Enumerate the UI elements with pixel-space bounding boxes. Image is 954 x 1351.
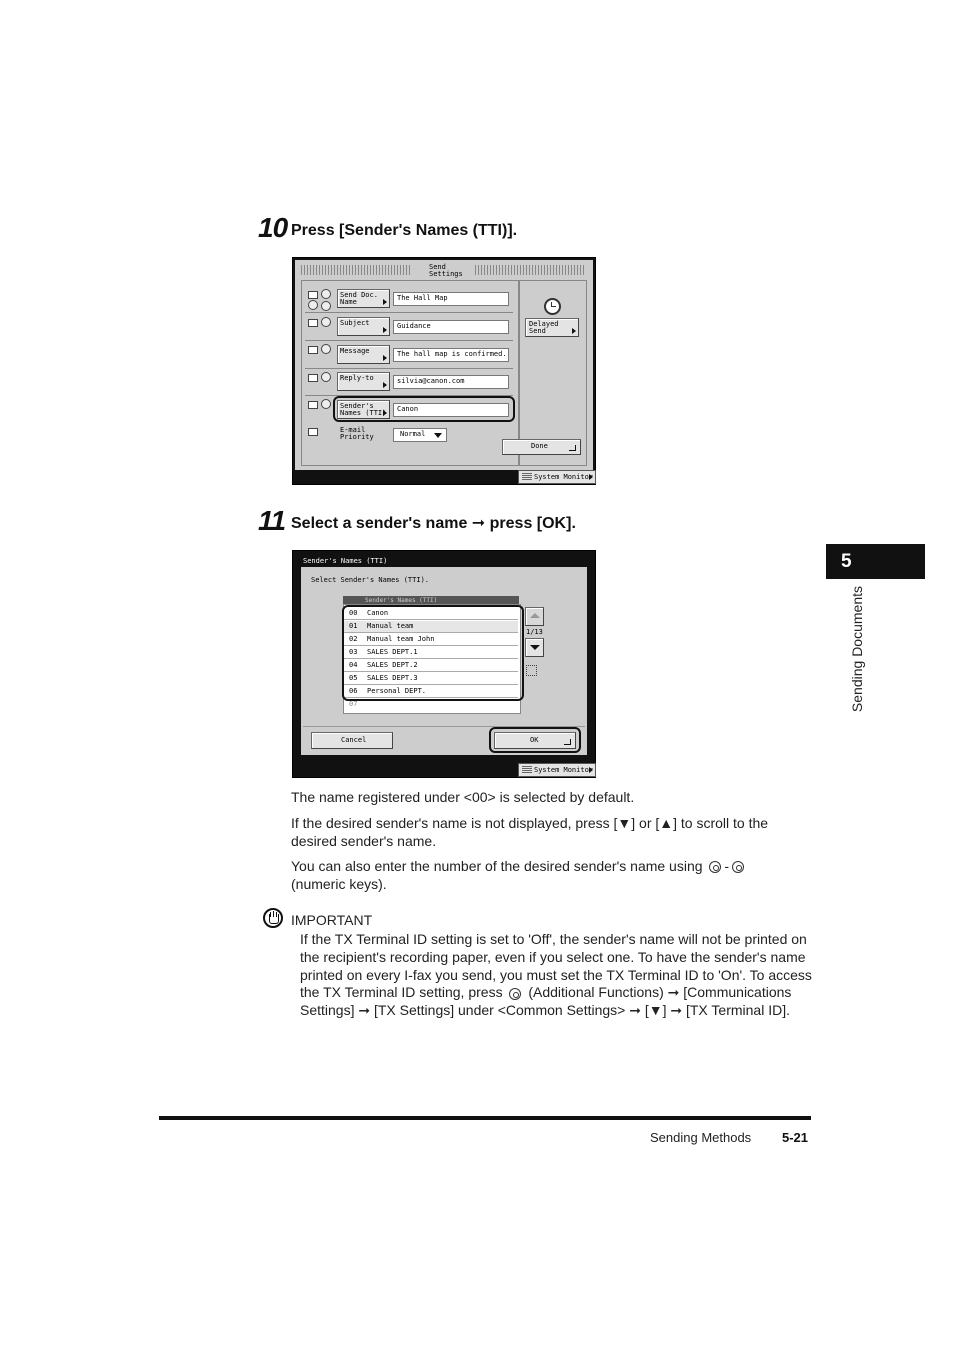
step-text-10: Press [Sender's Names (TTI)]. [291, 222, 518, 239]
page-indicator: 1/13 [526, 628, 543, 636]
step-number-10: 10 [258, 212, 288, 243]
senders-names-field[interactable]: Canon [393, 403, 509, 417]
chapter-tab [826, 544, 925, 579]
hand-icon [263, 908, 283, 928]
reply-to-button[interactable]: Reply-to [337, 372, 390, 391]
chapter-number: 5 [841, 551, 852, 572]
list-item[interactable]: 00 Canon [344, 608, 518, 620]
reply-to-field[interactable]: silvia@canon.com [393, 375, 509, 389]
message-button[interactable]: Message [337, 345, 390, 364]
ifax-icon [321, 301, 331, 311]
email-icon [321, 399, 331, 409]
subject-button[interactable]: Subject [337, 317, 390, 336]
list-item[interactable]: 05 SALES DEPT.3 [344, 673, 518, 685]
step-text-11: Select a sender's name ➞ press [OK]. [291, 515, 576, 532]
clock-icon [544, 298, 561, 315]
scroll-down-button[interactable] [525, 638, 544, 657]
additional-functions-icon [509, 988, 521, 1000]
system-monitor-button[interactable]: System Monitor [518, 470, 596, 484]
senders-names-tti-button[interactable]: Sender's Names (TTI) [337, 400, 390, 419]
screen-title: Sender's Names (TTI) [303, 557, 388, 565]
send-doc-name-field[interactable]: The Hall Map [393, 292, 509, 306]
ok-button[interactable]: OK [494, 732, 576, 749]
email-priority-label: E-mail Priority [340, 426, 374, 441]
email-icon [321, 344, 331, 354]
list-header: Sender's Names (TTI) [365, 597, 438, 604]
document-icon [308, 346, 318, 354]
highlight-frame [489, 727, 581, 753]
default-selection-note: The name registered under <00> is selected by default. [291, 789, 635, 805]
fax-icon [308, 300, 318, 310]
list-item[interactable]: 04 SALES DEPT.2 [344, 660, 518, 672]
numeric-key-9-icon [732, 861, 744, 873]
cancel-button[interactable]: Cancel [311, 732, 393, 749]
scroll-note: If the desired sender's name is not displayed, press [▼] or [▲] to scroll to the desired sender's name. [291, 815, 769, 849]
email-priority-select[interactable]: Normal [393, 428, 447, 442]
email-icon [321, 289, 331, 299]
message-field[interactable]: The hall map is confirmed. [393, 348, 509, 362]
numeric-keys-icon [526, 665, 537, 676]
email-icon [321, 372, 331, 382]
senders-names-screen [292, 550, 596, 778]
list-item[interactable]: 06 Personal DEPT. [344, 686, 518, 698]
document-icon [308, 319, 318, 327]
triangle-down-icon [530, 645, 540, 650]
document-icon [308, 401, 318, 409]
highlight-frame [333, 396, 515, 422]
title-stripe-right [475, 265, 585, 275]
triangle-up-icon [530, 613, 540, 618]
screen-title: Send Settings [429, 263, 463, 278]
important-label: IMPORTANT [291, 912, 373, 928]
chevron-down-icon [434, 433, 442, 438]
delayed-send-button[interactable]: Delayed Send [525, 318, 579, 337]
send-settings-screen [292, 257, 596, 485]
instruction-text: Select Sender's Names (TTI). [311, 576, 430, 584]
send-doc-name-button[interactable]: Send Doc. Name [337, 289, 390, 308]
document-icon [308, 428, 318, 436]
document-icon [308, 374, 318, 382]
system-monitor-button[interactable]: System Monitor [518, 763, 596, 777]
title-stripe-left [301, 265, 411, 275]
page-number: 5-21 [782, 1130, 809, 1145]
list-item[interactable]: 02 Manual team John [344, 634, 518, 646]
scroll-up-button[interactable] [525, 607, 544, 626]
list-item[interactable]: 07 [349, 700, 358, 708]
footer-rule [159, 1116, 811, 1120]
document-icon [308, 291, 318, 299]
step-number-11: 11 [258, 505, 286, 536]
footer-section: Sending Methods [650, 1130, 752, 1145]
email-icon [321, 317, 331, 327]
list-item[interactable]: 03 SALES DEPT.1 [344, 647, 518, 659]
highlight-frame [342, 605, 524, 701]
numeric-keys-note: You can also enter the number of the desired sender's name using - (numeric keys). [291, 857, 811, 893]
chapter-title: Sending Documents [849, 586, 865, 713]
subject-field[interactable]: Guidance [393, 320, 509, 334]
done-button[interactable]: Done [502, 439, 581, 455]
important-text: If the TX Terminal ID setting is set to 'Off', the sender's name will not be printed on the recipient's recording paper, even if you select one. To have the sender's name printed on every I-fax you send, you must set the TX Terminal ID to 'On'. To access the TX Terminal ID setting, press (Additional Functions) ➞ [Communications Settings] ➞ [TX Settings] under <Common Settings> ➞ [▼] ➞ [TX Terminal ID]. [300, 931, 812, 1019]
list-item[interactable]: 01 Manual team [344, 621, 518, 633]
numeric-key-0-icon [709, 861, 721, 873]
